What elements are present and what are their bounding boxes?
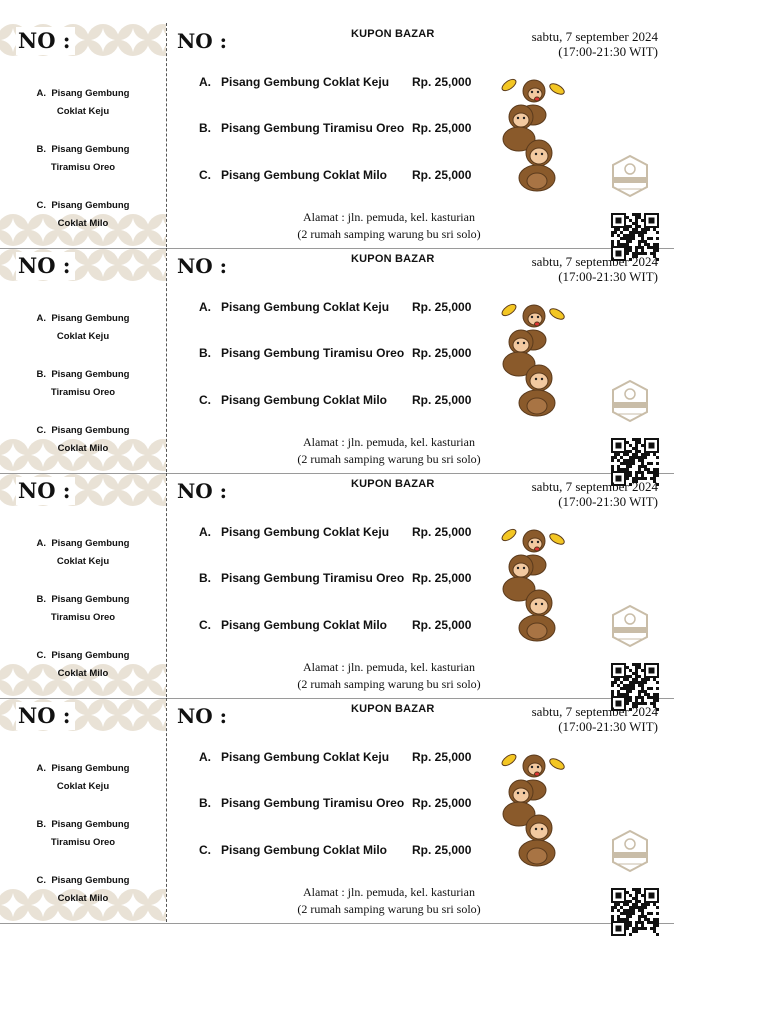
event-address [267, 659, 511, 693]
coupon-stub [0, 698, 166, 922]
stub-item-letter: A. [36, 313, 47, 324]
address-note: (2 rumah samping warung bu sri solo) [297, 227, 481, 241]
event-date-day: sabtu, 7 september 2024 [531, 479, 658, 494]
stub-item-letter: B. [36, 369, 47, 380]
menu-row-letter: B. [199, 121, 211, 135]
menu-row-name: Pisang Gembung Coklat Keju [221, 75, 390, 89]
event-date-time: (17:00-21:30 WIT) [558, 719, 658, 734]
event-date [532, 254, 658, 284]
stub-item-line1: Pisang Gembung [51, 538, 130, 549]
menu-row-b [199, 121, 404, 135]
brand-logo-badge [607, 153, 653, 199]
event-date-day: sabtu, 7 september 2024 [531, 254, 658, 269]
banana-monkey-illustration [497, 300, 567, 418]
coupon [0, 698, 674, 924]
coupon-main [167, 248, 674, 472]
stub-item-line1: Pisang Gembung [51, 763, 130, 774]
menu-row-a [199, 750, 389, 764]
stub-item-line2: Coklat Keju [56, 106, 110, 117]
stub-item-letter: B. [36, 819, 47, 830]
coupon-title: KUPON BAZAR [351, 28, 435, 40]
coupon [0, 23, 674, 249]
event-date-time: (17:00-21:30 WIT) [558, 44, 658, 59]
banana-monkey-illustration [497, 525, 567, 643]
coupon [0, 473, 674, 699]
stub-item-line1: Pisang Gembung [51, 819, 130, 830]
menu-row-name: Pisang Gembung Tiramisu Oreo [221, 346, 405, 360]
menu-row-price: Rp. 25,000 [412, 750, 472, 764]
event-date-time: (17:00-21:30 WIT) [558, 269, 658, 284]
event-date [532, 704, 658, 734]
stub-number-label: NO : [16, 252, 75, 280]
stub-item-line2: Tiramisu Oreo [50, 162, 116, 173]
address-line: Alamat : jln. pemuda, kel. kasturian [303, 660, 475, 674]
menu-row-price: Rp. 25,000 [412, 121, 472, 135]
address-note: (2 rumah samping warung bu sri solo) [297, 677, 481, 691]
event-date [532, 29, 658, 59]
brand-logo-badge [607, 378, 653, 424]
stub-item-a [0, 85, 166, 121]
event-date-day: sabtu, 7 september 2024 [531, 704, 658, 719]
stub-item-letter: A. [36, 538, 47, 549]
stub-item-line1: Pisang Gembung [51, 650, 130, 661]
menu-row-price: Rp. 25,000 [412, 168, 472, 182]
event-date-time: (17:00-21:30 WIT) [558, 494, 658, 509]
coupon-main [167, 473, 674, 697]
menu-row-price: Rp. 25,000 [412, 843, 472, 857]
menu-row-price: Rp. 25,000 [412, 300, 472, 314]
menu-row-price: Rp. 25,000 [412, 571, 472, 585]
banana-monkey-illustration [497, 75, 567, 193]
menu-row-c [199, 168, 387, 182]
menu-row-b [199, 571, 404, 585]
stub-item-line1: Pisang Gembung [51, 200, 130, 211]
stub-item-line1: Pisang Gembung [51, 594, 130, 605]
coupon-title: KUPON BAZAR [351, 703, 435, 715]
menu-row-b [199, 796, 404, 810]
menu-row-letter: A. [199, 525, 211, 539]
address-note: (2 rumah samping warung bu sri solo) [297, 452, 481, 466]
qr-code[interactable] [611, 888, 659, 936]
coupon-stub [0, 23, 166, 247]
stub-item-line2: Coklat Milo [57, 668, 109, 679]
menu-row-name: Pisang Gembung Coklat Keju [221, 750, 390, 764]
stub-item-line2: Coklat Milo [57, 443, 109, 454]
menu-row-price: Rp. 25,000 [412, 346, 472, 360]
menu-row-letter: C. [199, 618, 211, 632]
stub-item-b [0, 816, 166, 852]
coupon-number-label: NO : [177, 29, 228, 53]
stub-item-c [0, 422, 166, 458]
menu-row-price: Rp. 25,000 [412, 75, 472, 89]
address-note: (2 rumah samping warung bu sri solo) [297, 902, 481, 916]
stub-item-letter: C. [36, 650, 47, 661]
event-address [267, 434, 511, 468]
stub-item-a [0, 535, 166, 571]
menu-row-name: Pisang Gembung Tiramisu Oreo [221, 121, 405, 135]
stub-item-letter: A. [36, 88, 47, 99]
menu-row-letter: C. [199, 168, 211, 182]
menu-row-name: Pisang Gembung Coklat Keju [221, 525, 390, 539]
coupon-stub [0, 473, 166, 697]
coupon-number-label: NO : [177, 479, 228, 503]
menu-row-price: Rp. 25,000 [412, 618, 472, 632]
coupon-stub [0, 248, 166, 472]
coupon-title: KUPON BAZAR [351, 253, 435, 265]
menu-row-name: Pisang Gembung Coklat Milo [221, 168, 388, 182]
stub-item-letter: B. [36, 594, 47, 605]
stub-item-line2: Coklat Keju [56, 781, 110, 792]
menu-row-name: Pisang Gembung Coklat Milo [221, 393, 388, 407]
menu-row-c [199, 393, 387, 407]
event-date [532, 479, 658, 509]
address-line: Alamat : jln. pemuda, kel. kasturian [303, 210, 475, 224]
menu-row-letter: A. [199, 75, 211, 89]
stub-item-letter: C. [36, 875, 47, 886]
menu-row-price: Rp. 25,000 [412, 393, 472, 407]
stub-number-label: NO : [16, 27, 75, 55]
stub-number-label: NO : [16, 702, 75, 730]
coupon-number-label: NO : [177, 704, 228, 728]
stub-item-c [0, 872, 166, 908]
brand-logo-badge [607, 603, 653, 649]
stub-item-line2: Tiramisu Oreo [50, 612, 116, 623]
event-date-day: sabtu, 7 september 2024 [531, 29, 658, 44]
stub-item-line2: Tiramisu Oreo [50, 837, 116, 848]
stub-item-letter: B. [36, 144, 47, 155]
stub-item-line2: Coklat Milo [57, 893, 109, 904]
event-address [267, 209, 511, 243]
menu-row-letter: A. [199, 750, 211, 764]
stub-number-label: NO : [16, 477, 75, 505]
menu-row-a [199, 75, 389, 89]
menu-row-c [199, 843, 387, 857]
stub-item-line1: Pisang Gembung [51, 88, 130, 99]
stub-item-line1: Pisang Gembung [51, 875, 130, 886]
menu-row-name: Pisang Gembung Tiramisu Oreo [221, 796, 405, 810]
menu-row-letter: A. [199, 300, 211, 314]
stub-item-line1: Pisang Gembung [51, 369, 130, 380]
stub-item-line2: Tiramisu Oreo [50, 387, 116, 398]
stub-item-letter: C. [36, 200, 47, 211]
menu-row-name: Pisang Gembung Tiramisu Oreo [221, 571, 405, 585]
address-line: Alamat : jln. pemuda, kel. kasturian [303, 885, 475, 899]
coupon-title: KUPON BAZAR [351, 478, 435, 490]
stub-item-line1: Pisang Gembung [51, 425, 130, 436]
stub-item-line1: Pisang Gembung [51, 144, 130, 155]
menu-row-letter: B. [199, 796, 211, 810]
stub-item-line1: Pisang Gembung [51, 313, 130, 324]
coupon-main [167, 23, 674, 247]
menu-row-b [199, 346, 404, 360]
stub-item-b [0, 141, 166, 177]
stub-item-line2: Coklat Milo [57, 218, 109, 229]
menu-row-c [199, 618, 387, 632]
stub-item-line2: Coklat Keju [56, 556, 110, 567]
stub-item-letter: C. [36, 425, 47, 436]
stub-item-b [0, 366, 166, 402]
coupon-number-label: NO : [177, 254, 228, 278]
menu-row-a [199, 300, 389, 314]
menu-row-name: Pisang Gembung Coklat Milo [221, 618, 388, 632]
brand-logo-badge [607, 828, 653, 874]
stub-item-letter: A. [36, 763, 47, 774]
menu-row-letter: C. [199, 393, 211, 407]
menu-row-price: Rp. 25,000 [412, 796, 472, 810]
menu-row-letter: B. [199, 346, 211, 360]
menu-row-letter: B. [199, 571, 211, 585]
stub-item-a [0, 310, 166, 346]
address-line: Alamat : jln. pemuda, kel. kasturian [303, 435, 475, 449]
menu-row-name: Pisang Gembung Coklat Milo [221, 843, 388, 857]
banana-monkey-illustration [497, 750, 567, 868]
event-address [267, 884, 511, 918]
stub-item-b [0, 591, 166, 627]
menu-row-a [199, 525, 389, 539]
menu-row-letter: C. [199, 843, 211, 857]
stub-item-c [0, 197, 166, 233]
coupon-main [167, 698, 674, 922]
menu-row-name: Pisang Gembung Coklat Keju [221, 300, 390, 314]
coupon [0, 248, 674, 474]
stub-item-a [0, 760, 166, 796]
menu-row-price: Rp. 25,000 [412, 525, 472, 539]
stub-item-c [0, 647, 166, 683]
stub-item-line2: Coklat Keju [56, 331, 110, 342]
